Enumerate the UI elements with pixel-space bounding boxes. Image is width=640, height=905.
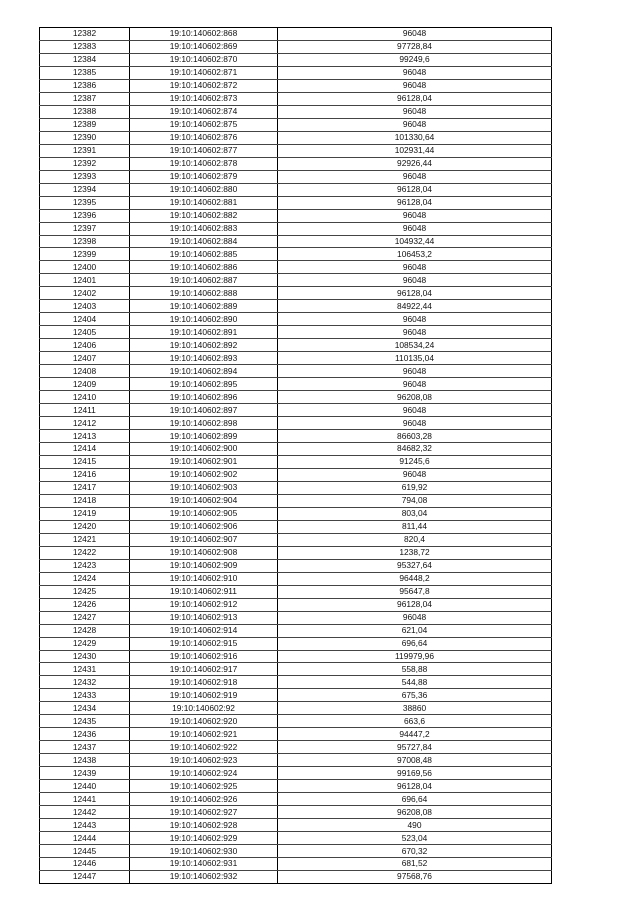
table-row xyxy=(40,507,552,520)
table-row xyxy=(40,365,552,378)
row-number-cell: 12427 xyxy=(40,611,130,624)
table-row xyxy=(40,728,552,741)
value-cell: 96048 xyxy=(278,28,552,41)
row-number-cell: 12399 xyxy=(40,248,130,261)
row-number-cell: 12437 xyxy=(40,741,130,754)
cadastral-number-cell: 19:10:140602:928 xyxy=(130,819,278,832)
value-cell: 96048 xyxy=(278,417,552,430)
value-cell: 104932,44 xyxy=(278,235,552,248)
table-row xyxy=(40,53,552,66)
table-row xyxy=(40,144,552,157)
row-number-cell: 12436 xyxy=(40,728,130,741)
row-number-cell: 12417 xyxy=(40,481,130,494)
row-number-cell: 12402 xyxy=(40,287,130,300)
cadastral-number-cell: 19:10:140602:885 xyxy=(130,248,278,261)
row-number-cell: 12387 xyxy=(40,92,130,105)
cadastral-number-cell: 19:10:140602:904 xyxy=(130,494,278,507)
cadastral-number-cell: 19:10:140602:909 xyxy=(130,559,278,572)
cadastral-value-table xyxy=(39,27,552,884)
row-number-cell: 12404 xyxy=(40,313,130,326)
table-row xyxy=(40,105,552,118)
value-cell: 96048 xyxy=(278,611,552,624)
cadastral-number-cell: 19:10:140602:894 xyxy=(130,365,278,378)
cadastral-number-cell: 19:10:140602:870 xyxy=(130,53,278,66)
value-cell: 97568,76 xyxy=(278,870,552,883)
cadastral-number-cell: 19:10:140602:930 xyxy=(130,845,278,858)
table-row xyxy=(40,715,552,728)
cadastral-number-cell: 19:10:140602:929 xyxy=(130,832,278,845)
cadastral-number-cell: 19:10:140602:926 xyxy=(130,793,278,806)
row-number-cell: 12424 xyxy=(40,572,130,585)
row-number-cell: 12443 xyxy=(40,819,130,832)
row-number-cell: 12400 xyxy=(40,261,130,274)
value-cell: 96048 xyxy=(278,326,552,339)
value-cell: 86603,28 xyxy=(278,430,552,443)
table-row xyxy=(40,40,552,53)
value-cell: 96048 xyxy=(278,222,552,235)
cadastral-number-cell: 19:10:140602:891 xyxy=(130,326,278,339)
cadastral-number-cell: 19:10:140602:898 xyxy=(130,417,278,430)
value-cell: 97008,48 xyxy=(278,754,552,767)
row-number-cell: 12401 xyxy=(40,274,130,287)
cadastral-number-cell: 19:10:140602:925 xyxy=(130,780,278,793)
value-cell: 558,88 xyxy=(278,663,552,676)
table-row xyxy=(40,92,552,105)
value-cell: 96128,04 xyxy=(278,92,552,105)
table-row xyxy=(40,118,552,131)
table-body xyxy=(40,28,552,884)
value-cell: 96128,04 xyxy=(278,780,552,793)
row-number-cell: 12393 xyxy=(40,170,130,183)
value-cell: 96208,08 xyxy=(278,391,552,404)
table-row xyxy=(40,404,552,417)
row-number-cell: 12432 xyxy=(40,676,130,689)
row-number-cell: 12406 xyxy=(40,339,130,352)
row-number-cell: 12438 xyxy=(40,754,130,767)
table-row xyxy=(40,806,552,819)
row-number-cell: 12409 xyxy=(40,378,130,391)
table-row xyxy=(40,248,552,261)
value-cell: 96048 xyxy=(278,79,552,92)
cadastral-number-cell: 19:10:140602:916 xyxy=(130,650,278,663)
value-cell: 101330,64 xyxy=(278,131,552,144)
table-row xyxy=(40,858,552,871)
cadastral-number-cell: 19:10:140602:868 xyxy=(130,28,278,41)
cadastral-number-cell: 19:10:140602:913 xyxy=(130,611,278,624)
row-number-cell: 12416 xyxy=(40,468,130,481)
value-cell: 95727,84 xyxy=(278,741,552,754)
cadastral-number-cell: 19:10:140602:878 xyxy=(130,157,278,170)
value-cell: 621,04 xyxy=(278,624,552,637)
table-row xyxy=(40,287,552,300)
cadastral-number-cell: 19:10:140602:905 xyxy=(130,507,278,520)
row-number-cell: 12405 xyxy=(40,326,130,339)
cadastral-number-cell: 19:10:140602:924 xyxy=(130,767,278,780)
cadastral-number-cell: 19:10:140602:875 xyxy=(130,118,278,131)
table-row xyxy=(40,235,552,248)
row-number-cell: 12392 xyxy=(40,157,130,170)
row-number-cell: 12414 xyxy=(40,443,130,456)
table-row xyxy=(40,585,552,598)
table-row xyxy=(40,417,552,430)
table-row xyxy=(40,274,552,287)
table-row xyxy=(40,28,552,41)
cadastral-number-cell: 19:10:140602:917 xyxy=(130,663,278,676)
row-number-cell: 12442 xyxy=(40,806,130,819)
table-row xyxy=(40,209,552,222)
row-number-cell: 12439 xyxy=(40,767,130,780)
row-number-cell: 12434 xyxy=(40,702,130,715)
value-cell: 108534,24 xyxy=(278,339,552,352)
value-cell: 84922,44 xyxy=(278,300,552,313)
table-row xyxy=(40,352,552,365)
cadastral-number-cell: 19:10:140602:899 xyxy=(130,430,278,443)
table-row xyxy=(40,468,552,481)
row-number-cell: 12383 xyxy=(40,40,130,53)
value-cell: 94447,2 xyxy=(278,728,552,741)
cadastral-number-cell: 19:10:140602:919 xyxy=(130,689,278,702)
cadastral-number-cell: 19:10:140602:914 xyxy=(130,624,278,637)
table-row xyxy=(40,611,552,624)
cadastral-number-cell: 19:10:140602:887 xyxy=(130,274,278,287)
value-cell: 96048 xyxy=(278,209,552,222)
cadastral-number-cell: 19:10:140602:900 xyxy=(130,443,278,456)
row-number-cell: 12433 xyxy=(40,689,130,702)
table-row xyxy=(40,832,552,845)
table-row xyxy=(40,870,552,883)
row-number-cell: 12398 xyxy=(40,235,130,248)
table-row xyxy=(40,637,552,650)
value-cell: 681,52 xyxy=(278,858,552,871)
cadastral-number-cell: 19:10:140602:890 xyxy=(130,313,278,326)
row-number-cell: 12385 xyxy=(40,66,130,79)
value-cell: 96128,04 xyxy=(278,183,552,196)
row-number-cell: 12394 xyxy=(40,183,130,196)
table-row xyxy=(40,546,552,559)
table-row xyxy=(40,196,552,209)
row-number-cell: 12395 xyxy=(40,196,130,209)
table-row xyxy=(40,520,552,533)
table-row xyxy=(40,131,552,144)
value-cell: 97728,84 xyxy=(278,40,552,53)
value-cell: 91245,6 xyxy=(278,455,552,468)
row-number-cell: 12388 xyxy=(40,105,130,118)
cadastral-number-cell: 19:10:140602:918 xyxy=(130,676,278,689)
table-row xyxy=(40,170,552,183)
value-cell: 96048 xyxy=(278,468,552,481)
cadastral-number-cell: 19:10:140602:869 xyxy=(130,40,278,53)
cadastral-number-cell: 19:10:140602:892 xyxy=(130,339,278,352)
table-row xyxy=(40,222,552,235)
row-number-cell: 12410 xyxy=(40,391,130,404)
value-cell: 811,44 xyxy=(278,520,552,533)
cadastral-number-cell: 19:10:140602:910 xyxy=(130,572,278,585)
value-cell: 96448,2 xyxy=(278,572,552,585)
table-row xyxy=(40,572,552,585)
table-row xyxy=(40,261,552,274)
row-number-cell: 12382 xyxy=(40,28,130,41)
cadastral-number-cell: 19:10:140602:912 xyxy=(130,598,278,611)
cadastral-number-cell: 19:10:140602:903 xyxy=(130,481,278,494)
table-row xyxy=(40,624,552,637)
row-number-cell: 12441 xyxy=(40,793,130,806)
table-row xyxy=(40,793,552,806)
cadastral-number-cell: 19:10:140602:896 xyxy=(130,391,278,404)
cadastral-number-cell: 19:10:140602:911 xyxy=(130,585,278,598)
row-number-cell: 12420 xyxy=(40,520,130,533)
cadastral-number-cell: 19:10:140602:871 xyxy=(130,66,278,79)
cadastral-number-cell: 19:10:140602:907 xyxy=(130,533,278,546)
value-cell: 96048 xyxy=(278,170,552,183)
value-cell: 803,04 xyxy=(278,507,552,520)
row-number-cell: 12397 xyxy=(40,222,130,235)
row-number-cell: 12390 xyxy=(40,131,130,144)
table-row xyxy=(40,455,552,468)
cadastral-number-cell: 19:10:140602:893 xyxy=(130,352,278,365)
cadastral-number-cell: 19:10:140602:883 xyxy=(130,222,278,235)
row-number-cell: 12384 xyxy=(40,53,130,66)
table-row xyxy=(40,339,552,352)
row-number-cell: 12411 xyxy=(40,404,130,417)
cadastral-number-cell: 19:10:140602:888 xyxy=(130,287,278,300)
value-cell: 96128,04 xyxy=(278,598,552,611)
value-cell: 96048 xyxy=(278,105,552,118)
value-cell: 820,4 xyxy=(278,533,552,546)
row-number-cell: 12447 xyxy=(40,870,130,883)
cadastral-number-cell: 19:10:140602:923 xyxy=(130,754,278,767)
value-cell: 96048 xyxy=(278,118,552,131)
cadastral-number-cell: 19:10:140602:881 xyxy=(130,196,278,209)
value-cell: 84682,32 xyxy=(278,443,552,456)
value-cell: 523,04 xyxy=(278,832,552,845)
table-row xyxy=(40,650,552,663)
value-cell: 106453,2 xyxy=(278,248,552,261)
table-row xyxy=(40,326,552,339)
row-number-cell: 12391 xyxy=(40,144,130,157)
value-cell: 663,6 xyxy=(278,715,552,728)
table-row xyxy=(40,689,552,702)
value-cell: 96048 xyxy=(278,365,552,378)
table-row xyxy=(40,391,552,404)
row-number-cell: 12426 xyxy=(40,598,130,611)
row-number-cell: 12413 xyxy=(40,430,130,443)
value-cell: 119979,96 xyxy=(278,650,552,663)
value-cell: 110135,04 xyxy=(278,352,552,365)
table-row xyxy=(40,819,552,832)
row-number-cell: 12445 xyxy=(40,845,130,858)
cadastral-number-cell: 19:10:140602:876 xyxy=(130,131,278,144)
table-row xyxy=(40,494,552,507)
row-number-cell: 12386 xyxy=(40,79,130,92)
value-cell: 38860 xyxy=(278,702,552,715)
value-cell: 670,32 xyxy=(278,845,552,858)
value-cell: 696,64 xyxy=(278,637,552,650)
value-cell: 96048 xyxy=(278,378,552,391)
cadastral-number-cell: 19:10:140602:895 xyxy=(130,378,278,391)
table-row xyxy=(40,79,552,92)
value-cell: 96048 xyxy=(278,66,552,79)
cadastral-number-cell: 19:10:140602:92 xyxy=(130,702,278,715)
value-cell: 96208,08 xyxy=(278,806,552,819)
value-cell: 92926,44 xyxy=(278,157,552,170)
value-cell: 96048 xyxy=(278,313,552,326)
row-number-cell: 12422 xyxy=(40,546,130,559)
cadastral-number-cell: 19:10:140602:880 xyxy=(130,183,278,196)
value-cell: 1238,72 xyxy=(278,546,552,559)
table-row xyxy=(40,430,552,443)
table-row xyxy=(40,767,552,780)
value-cell: 96128,04 xyxy=(278,287,552,300)
cadastral-number-cell: 19:10:140602:908 xyxy=(130,546,278,559)
cadastral-number-cell: 19:10:140602:873 xyxy=(130,92,278,105)
table-row xyxy=(40,300,552,313)
row-number-cell: 12418 xyxy=(40,494,130,507)
table-row xyxy=(40,754,552,767)
table-row xyxy=(40,663,552,676)
row-number-cell: 12431 xyxy=(40,663,130,676)
row-number-cell: 12389 xyxy=(40,118,130,131)
value-cell: 490 xyxy=(278,819,552,832)
table-row xyxy=(40,702,552,715)
cadastral-number-cell: 19:10:140602:886 xyxy=(130,261,278,274)
table-row xyxy=(40,66,552,79)
cadastral-number-cell: 19:10:140602:874 xyxy=(130,105,278,118)
cadastral-number-cell: 19:10:140602:901 xyxy=(130,455,278,468)
cadastral-number-cell: 19:10:140602:884 xyxy=(130,235,278,248)
value-cell: 95647,8 xyxy=(278,585,552,598)
cadastral-number-cell: 19:10:140602:920 xyxy=(130,715,278,728)
table-row xyxy=(40,598,552,611)
table-row xyxy=(40,378,552,391)
value-cell: 99169,56 xyxy=(278,767,552,780)
row-number-cell: 12423 xyxy=(40,559,130,572)
row-number-cell: 12446 xyxy=(40,858,130,871)
cadastral-number-cell: 19:10:140602:882 xyxy=(130,209,278,222)
row-number-cell: 12403 xyxy=(40,300,130,313)
cadastral-number-cell: 19:10:140602:902 xyxy=(130,468,278,481)
table-row xyxy=(40,481,552,494)
row-number-cell: 12429 xyxy=(40,637,130,650)
cadastral-number-cell: 19:10:140602:906 xyxy=(130,520,278,533)
cadastral-number-cell: 19:10:140602:879 xyxy=(130,170,278,183)
table-row xyxy=(40,183,552,196)
row-number-cell: 12430 xyxy=(40,650,130,663)
value-cell: 544,88 xyxy=(278,676,552,689)
value-cell: 96128,04 xyxy=(278,196,552,209)
row-number-cell: 12428 xyxy=(40,624,130,637)
value-cell: 102931,44 xyxy=(278,144,552,157)
row-number-cell: 12407 xyxy=(40,352,130,365)
cadastral-number-cell: 19:10:140602:915 xyxy=(130,637,278,650)
table-row xyxy=(40,780,552,793)
row-number-cell: 12425 xyxy=(40,585,130,598)
table-row xyxy=(40,741,552,754)
table-row xyxy=(40,676,552,689)
row-number-cell: 12435 xyxy=(40,715,130,728)
cadastral-number-cell: 19:10:140602:927 xyxy=(130,806,278,819)
table-row xyxy=(40,313,552,326)
row-number-cell: 12396 xyxy=(40,209,130,222)
cadastral-number-cell: 19:10:140602:921 xyxy=(130,728,278,741)
cadastral-number-cell: 19:10:140602:897 xyxy=(130,404,278,417)
row-number-cell: 12419 xyxy=(40,507,130,520)
value-cell: 619,92 xyxy=(278,481,552,494)
row-number-cell: 12444 xyxy=(40,832,130,845)
value-cell: 696,64 xyxy=(278,793,552,806)
value-cell: 95327,64 xyxy=(278,559,552,572)
cadastral-number-cell: 19:10:140602:932 xyxy=(130,870,278,883)
value-cell: 96048 xyxy=(278,261,552,274)
table-row xyxy=(40,845,552,858)
table-row xyxy=(40,533,552,546)
cadastral-number-cell: 19:10:140602:922 xyxy=(130,741,278,754)
table-row xyxy=(40,559,552,572)
row-number-cell: 12421 xyxy=(40,533,130,546)
row-number-cell: 12412 xyxy=(40,417,130,430)
value-cell: 96048 xyxy=(278,274,552,287)
cadastral-number-cell: 19:10:140602:889 xyxy=(130,300,278,313)
table-row xyxy=(40,157,552,170)
cadastral-number-cell: 19:10:140602:872 xyxy=(130,79,278,92)
table-row xyxy=(40,443,552,456)
row-number-cell: 12440 xyxy=(40,780,130,793)
value-cell: 675,36 xyxy=(278,689,552,702)
row-number-cell: 12415 xyxy=(40,455,130,468)
cadastral-number-cell: 19:10:140602:877 xyxy=(130,144,278,157)
value-cell: 794,08 xyxy=(278,494,552,507)
value-cell: 96048 xyxy=(278,404,552,417)
cadastral-number-cell: 19:10:140602:931 xyxy=(130,858,278,871)
row-number-cell: 12408 xyxy=(40,365,130,378)
value-cell: 99249,6 xyxy=(278,53,552,66)
